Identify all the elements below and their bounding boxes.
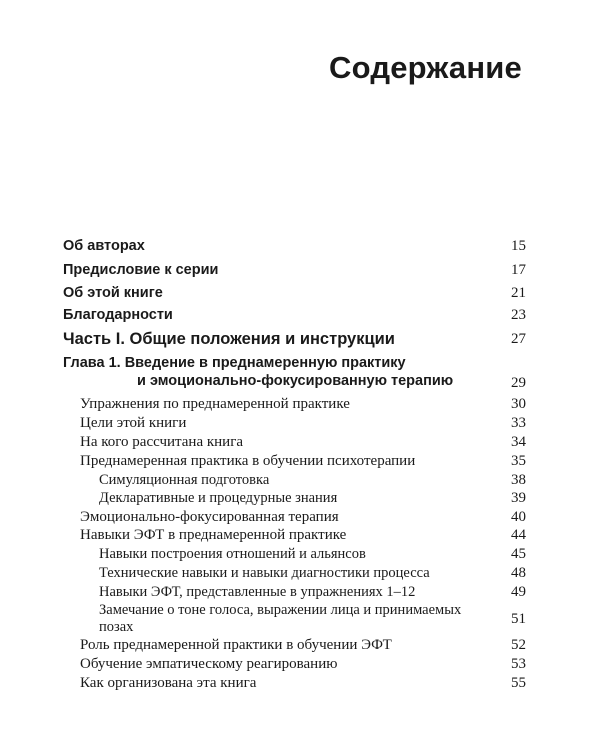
toc-entry-label: Технические навыки и навыки диагностики процесса xyxy=(99,565,430,581)
toc-entry-label: Обучение эмпатическому реагированию xyxy=(80,656,338,672)
page-title: Содержание xyxy=(329,50,522,85)
toc-entry-label: Цели этой книги xyxy=(80,415,187,431)
toc-entry-label: Симуляционная подготовка xyxy=(99,472,270,488)
toc-entry-label: Как организована эта книга xyxy=(80,675,257,691)
toc-page-number: 27 xyxy=(511,331,526,347)
toc-page-number: 30 xyxy=(511,396,526,412)
toc-page-number: 48 xyxy=(511,565,526,581)
toc-entry-label: Благодарности xyxy=(63,307,173,323)
toc-page-number: 52 xyxy=(511,637,526,653)
toc-page-number: 45 xyxy=(511,546,526,562)
toc-entry-label: Часть I. Общие положения и инструкции xyxy=(63,330,395,348)
toc-entry-label: Эмоционально-фокусированная терапия xyxy=(80,509,339,525)
toc-entry-label-line2: и эмоционально-фокусированную терапию xyxy=(137,373,454,389)
toc-entry-label: Навыки построения отношений и альянсов xyxy=(99,546,366,562)
toc-page-number: 40 xyxy=(511,509,526,525)
toc-page-number: 29 xyxy=(511,375,526,391)
toc-page-number: 34 xyxy=(511,434,526,450)
toc-page-number: 44 xyxy=(511,527,526,543)
toc-page-number: 53 xyxy=(511,656,526,672)
toc-entry-label: Роль преднамеренной практики в обучении ЭФТ xyxy=(80,637,392,653)
toc-page-number: 39 xyxy=(511,490,526,506)
toc-entry-label-line1: Глава 1. Введение в преднамеренную практику xyxy=(63,355,406,371)
toc-page-number: 21 xyxy=(511,285,526,301)
toc-entry-label: Навыки ЭФТ, представленные в упражнениях 1–12 xyxy=(99,584,416,600)
toc-entry-label: Об этой книге xyxy=(63,285,163,301)
toc-entry-label: Навыки ЭФТ в преднамеренной практике xyxy=(80,527,347,543)
toc-entry-label: Упражнения по преднамеренной практике xyxy=(80,396,350,412)
toc-entry-label: Предисловие к серии xyxy=(63,262,219,278)
toc-entry-label-line2: позах xyxy=(99,619,134,635)
toc-entry-label: Об авторах xyxy=(63,238,145,254)
toc-page-number: 35 xyxy=(511,453,526,469)
toc-page-number: 49 xyxy=(511,584,526,600)
toc-page-number: 15 xyxy=(511,238,526,254)
toc-page-number: 23 xyxy=(511,307,526,323)
toc-page-number: 17 xyxy=(511,262,526,278)
toc-page-number: 51 xyxy=(511,611,526,627)
toc-entry-label: Декларативные и процедурные знания xyxy=(99,490,338,506)
toc-page-number: 33 xyxy=(511,415,526,431)
toc-entry-label: На кого рассчитана книга xyxy=(80,434,244,450)
toc-entry-label: Преднамеренная практика в обучении психотерапии xyxy=(80,453,416,469)
toc-page-number: 38 xyxy=(511,472,526,488)
toc-page-number: 55 xyxy=(511,675,526,691)
toc-entry-label-line1: Замечание о тоне голоса, выражении лица и принимаемых xyxy=(99,602,462,618)
